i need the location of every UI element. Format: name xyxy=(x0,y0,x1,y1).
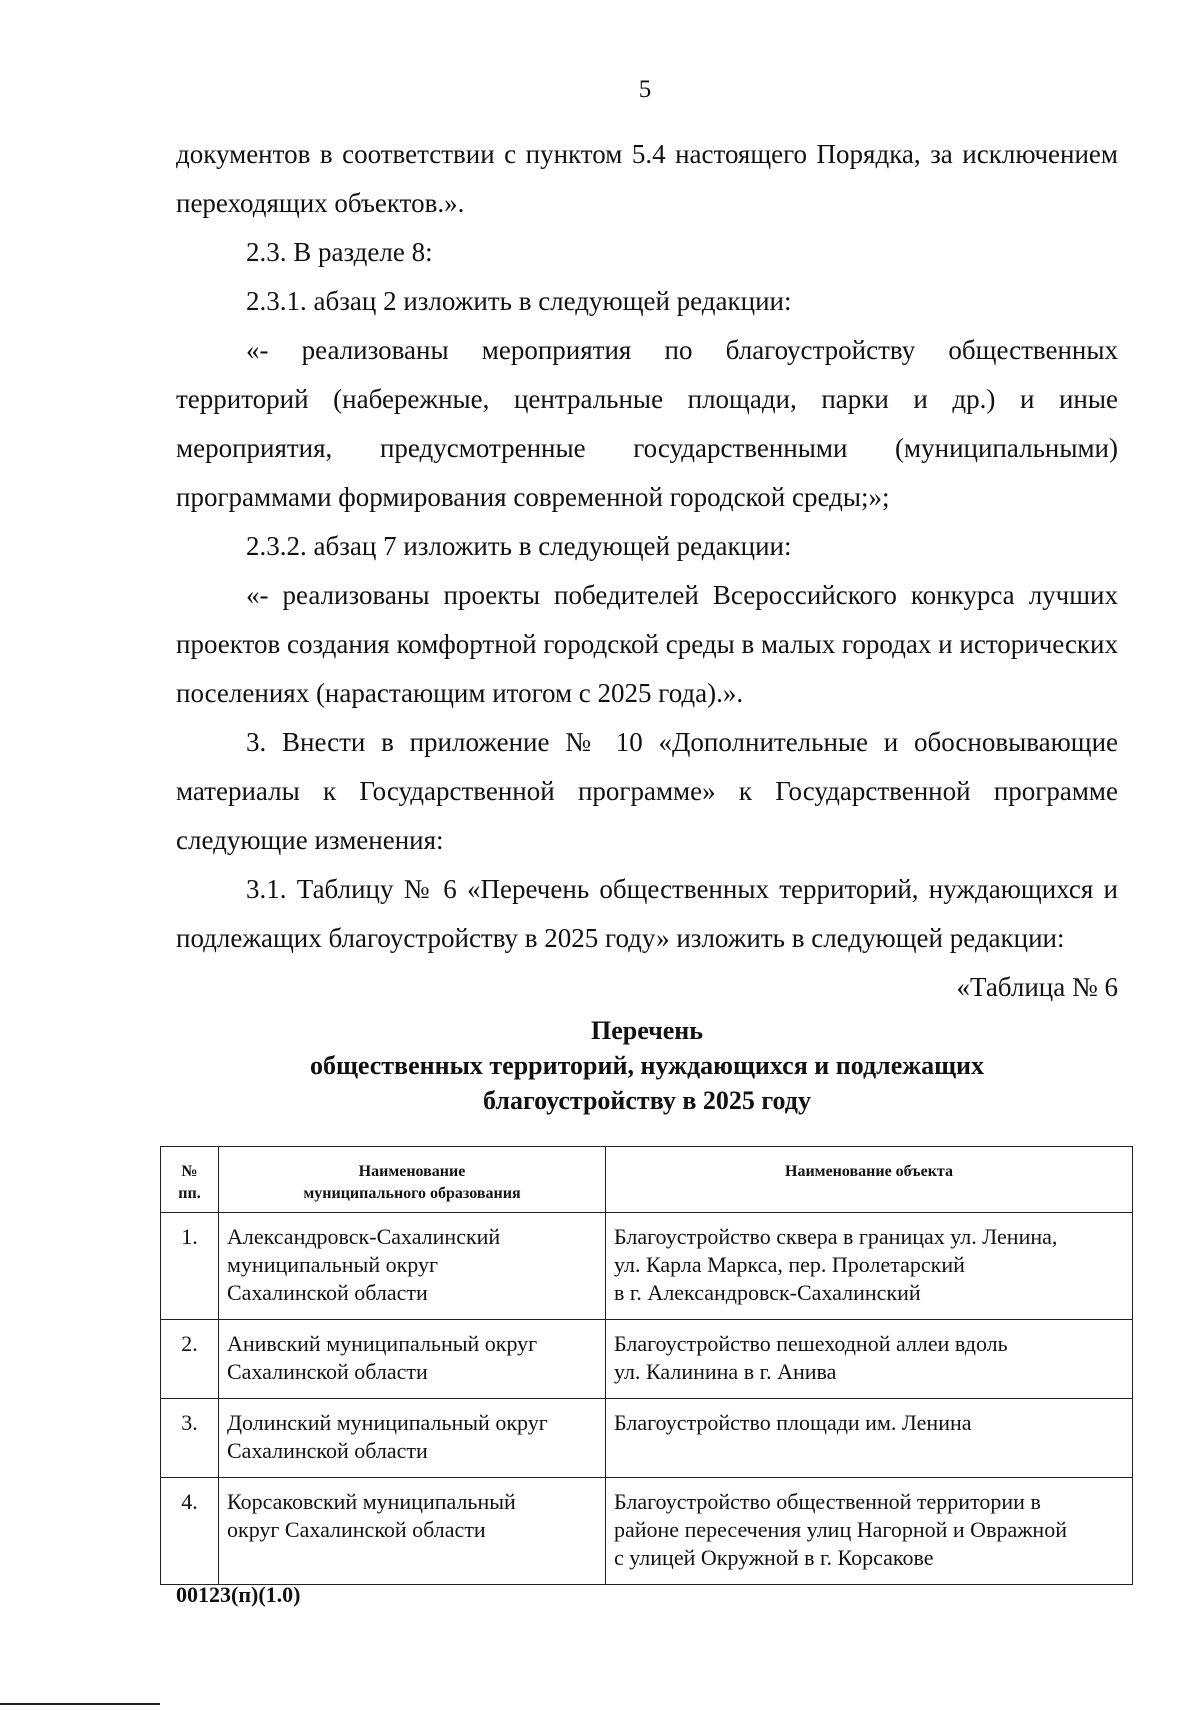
municipality-cell: Корсаковский муниципальный округ Сахалинской области xyxy=(219,1478,606,1585)
table-row xyxy=(161,1320,1133,1399)
row-number: 2. xyxy=(161,1320,219,1399)
object-cell: Благоустройство сквера в границах ул. Ленина, ул. Карла Маркса, пер. Пролетарский в г. Александровск-Сахалинский xyxy=(606,1213,1133,1320)
municipality-cell: Александровск-Сахалинский муниципальный округ Сахалинской области xyxy=(219,1213,606,1320)
municipality-cell: Анивский муниципальный округ Сахалинской области xyxy=(219,1320,606,1399)
table-header-row xyxy=(161,1147,1133,1213)
table-row xyxy=(161,1213,1133,1320)
paragraph-2-3-2: 2.3.2. абзац 7 изложить в следующей редакции: xyxy=(246,531,792,561)
table-heading xyxy=(176,1013,1118,1118)
heading-line-3: благоустройству в 2025 году xyxy=(483,1086,811,1115)
page-number: 5 xyxy=(638,76,652,103)
table-row xyxy=(161,1478,1133,1585)
object-cell: Благоустройство площади им. Ленина xyxy=(606,1399,1133,1478)
header-number: № пп. xyxy=(161,1147,219,1213)
table-label: «Таблица № 6 xyxy=(956,972,1118,1002)
paragraph-2-3-1: 2.3.1. абзац 2 изложить в следующей редакции: xyxy=(246,286,792,316)
row-number: 3. xyxy=(161,1399,219,1478)
header-municipality: Наименование муниципального образования xyxy=(219,1147,606,1213)
paragraph-quote-2: «- реализованы проекты победителей Всероссийского конкурса лучших проектов создания комфортной городской среды в малых городах и исторических поселениях (нарастающим итогом с 2025 года).». xyxy=(176,580,1118,708)
heading-line-2: общественных территорий, нуждающихся и подлежащих xyxy=(309,1051,985,1080)
scan-edge-line xyxy=(0,1703,160,1705)
row-number: 1. xyxy=(161,1213,219,1320)
object-cell: Благоустройство общественной территории в районе пересечения улиц Нагорной и Овражной с улицей Окружной в г. Корсакове xyxy=(606,1478,1133,1585)
header-object: Наименование объекта xyxy=(606,1147,1133,1213)
paragraph-3-1: 3.1. Таблицу № 6 «Перечень общественных территорий, нуждающихся и подлежащих благоустройству в 2025 году» изложить в следующей редакции: xyxy=(176,874,1118,953)
municipality-cell: Долинский муниципальный округ Сахалинской области xyxy=(219,1399,606,1478)
heading-line-1: Перечень xyxy=(590,1016,704,1045)
paragraph-quote-1: «- реализованы мероприятия по благоустройству общественных территорий (набережные, центральные площади, парки и др.) и иные мероприятия, предусмотренные государственными (муниципальными) программами формирования современной городской среды;»; xyxy=(176,335,1118,512)
row-number: 4. xyxy=(161,1478,219,1585)
paragraph-section-2-3: 2.3. В разделе 8: xyxy=(246,237,433,267)
paragraph-continuation: документов в соответствии с пунктом 5.4 настоящего Порядка, за исключением переходящих объектов.». xyxy=(176,139,1118,218)
table-row xyxy=(161,1399,1133,1478)
object-cell: Благоустройство пешеходной аллеи вдоль ул. Калинина в г. Анива xyxy=(606,1320,1133,1399)
paragraph-section-3: 3. Внести в приложение № 10 «Дополнительные и обосновывающие материалы к Государственной программе» к Государственной программе следующие изменения: xyxy=(176,727,1118,855)
document-code: 00123(п)(1.0) xyxy=(176,1582,301,1607)
territories-table xyxy=(160,1146,1133,1585)
